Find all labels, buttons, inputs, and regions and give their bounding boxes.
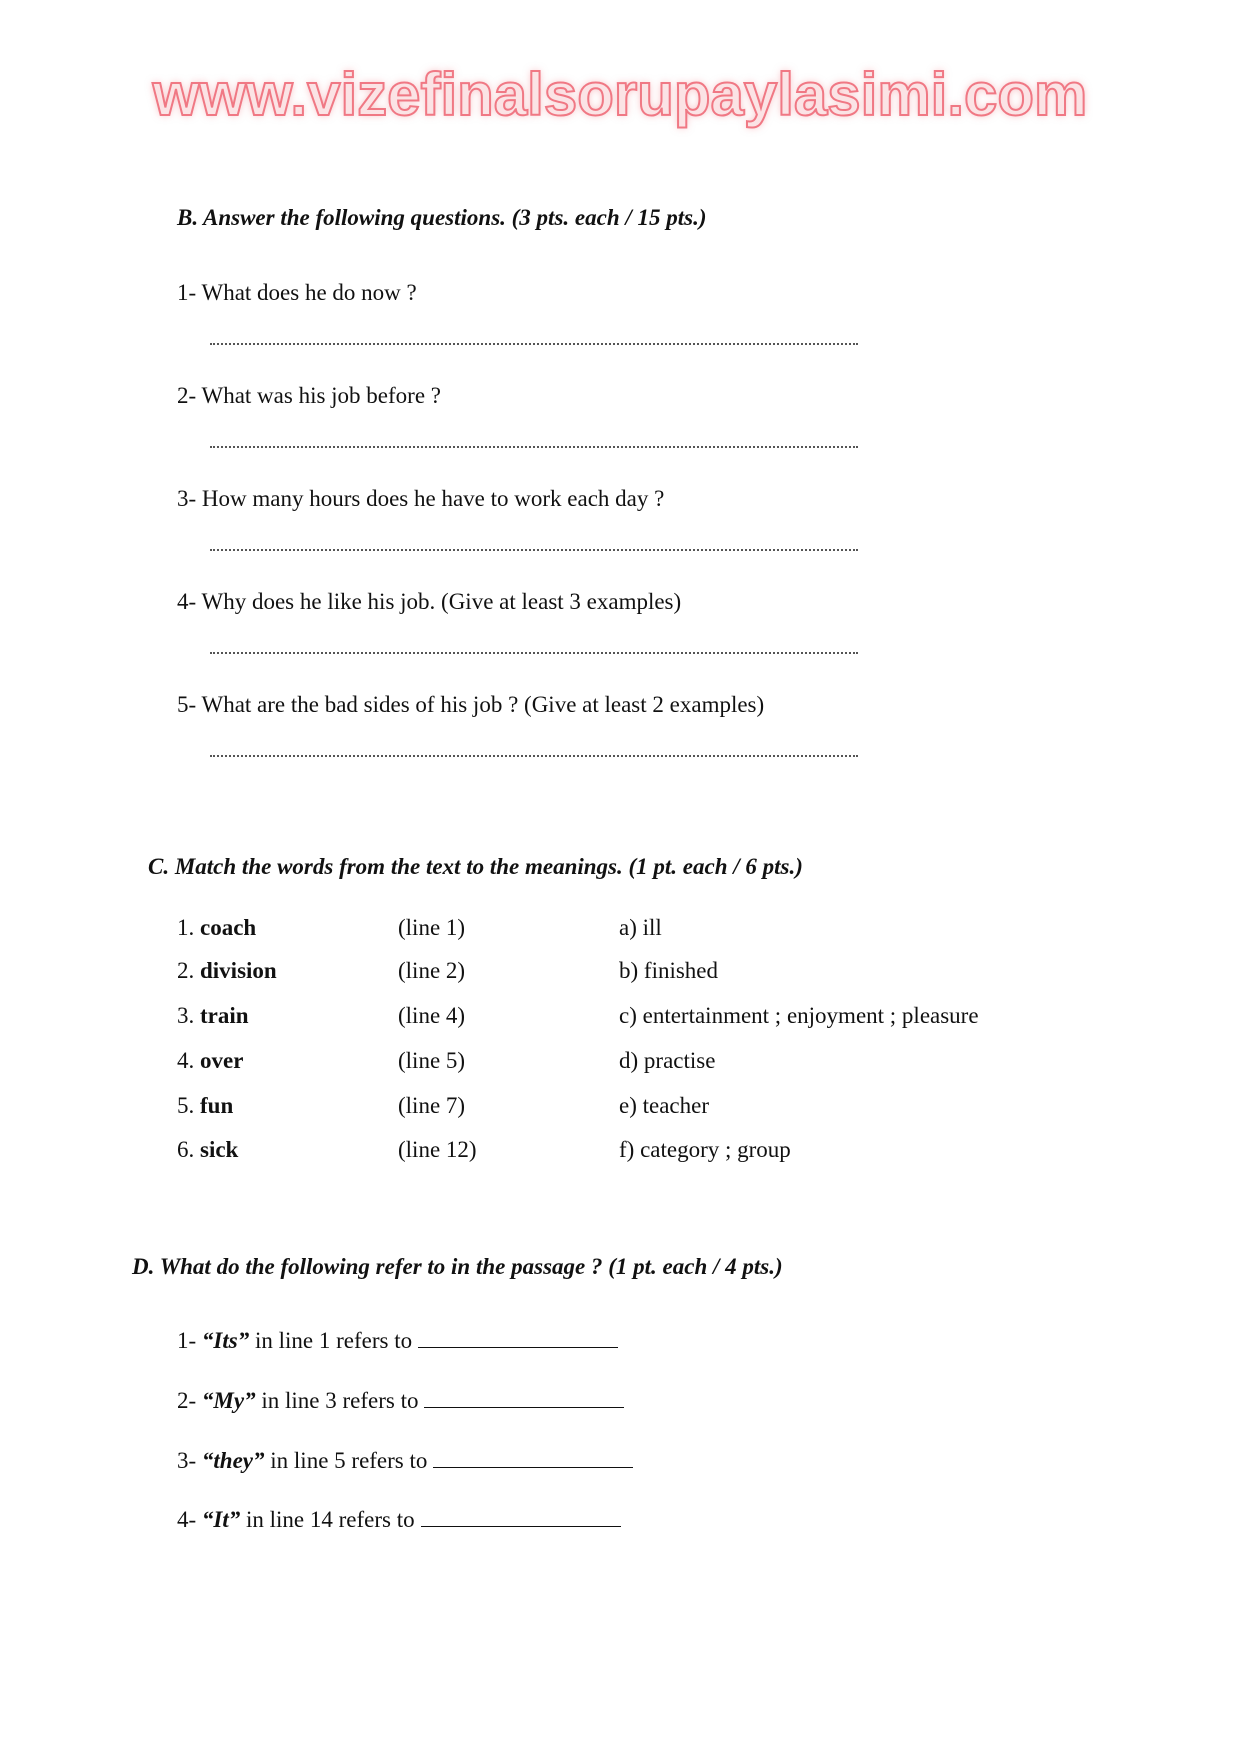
match-row-word [177,1003,249,1029]
match-word: fun [200,1093,234,1118]
match-meaning: e) teacher [619,1093,710,1118]
reference-text: in line 5 refers to [264,1448,428,1473]
reference-word: “It” [201,1507,241,1532]
match-number: 4. [177,1048,195,1073]
reference-answer-blank[interactable] [433,1447,633,1468]
reference-number: 2- [177,1388,202,1413]
reference-word: “Its” [201,1328,250,1353]
match-line-ref: (line 7) [398,1093,466,1118]
reference-answer-blank[interactable] [424,1387,624,1408]
match-number: 1. [177,915,195,940]
reference-item [177,1387,624,1414]
question-1: 1- What does he do now ? [177,280,417,305]
reference-text: in line 3 refers to [255,1388,419,1413]
answer-line-5[interactable] [210,755,858,757]
match-line-ref: (line 5) [398,1048,466,1073]
reference-item [177,1506,621,1533]
question-5: 5- What are the bad sides of his job ? (Give at least 2 examples) [177,692,765,717]
question-4: 4- Why does he like his job. (Give at least 3 examples) [177,589,682,614]
reference-item [177,1327,618,1354]
question-3: 3- How many hours does he have to work each day ? [177,486,665,511]
answer-line-3[interactable] [210,549,858,551]
reference-text: in line 1 refers to [249,1328,413,1353]
section-c-heading: C. Match the words from the text to the meanings. (1 pt. each / 6 pts.) [148,854,803,879]
answer-line-1[interactable] [210,343,858,345]
match-row-word [177,1048,243,1074]
match-word: division [200,958,277,983]
match-meaning: d) practise [619,1048,716,1073]
match-line-ref: (line 12) [398,1137,477,1162]
match-number: 5. [177,1093,195,1118]
match-row-word [177,958,277,984]
reference-word: “they” [201,1448,265,1473]
match-row-word [177,915,256,941]
section-d-heading: D. What do the following refer to in the passage ? (1 pt. each / 4 pts.) [132,1254,783,1279]
match-meaning: b) finished [619,958,719,983]
reference-item [177,1447,633,1474]
question-2: 2- What was his job before ? [177,383,441,408]
reference-answer-blank[interactable] [421,1506,621,1527]
section-b-heading: B. Answer the following questions. (3 pts. each / 15 pts.) [177,205,707,230]
match-number: 6. [177,1137,195,1162]
watermark: www.vizefinalsorupaylasimi.com [152,61,1088,128]
match-meaning: a) ill [619,915,662,940]
match-line-ref: (line 1) [398,915,466,940]
match-word: coach [200,915,257,940]
reference-number: 4- [177,1507,202,1532]
answer-line-2[interactable] [210,446,858,448]
reference-number: 3- [177,1448,202,1473]
match-meaning: c) entertainment ; enjoyment ; pleasure [619,1003,979,1028]
match-word: over [200,1048,244,1073]
answer-line-4[interactable] [210,652,858,654]
match-number: 3. [177,1003,195,1028]
match-number: 2. [177,958,195,983]
match-word: train [200,1003,249,1028]
match-row-word [177,1137,238,1163]
match-word: sick [200,1137,239,1162]
match-line-ref: (line 4) [398,1003,466,1028]
reference-word: “My” [201,1388,256,1413]
reference-answer-blank[interactable] [418,1327,618,1348]
match-row-word [177,1093,233,1119]
match-line-ref: (line 2) [398,958,466,983]
match-meaning: f) category ; group [619,1137,791,1162]
reference-number: 1- [177,1328,202,1353]
reference-text: in line 14 refers to [240,1507,415,1532]
